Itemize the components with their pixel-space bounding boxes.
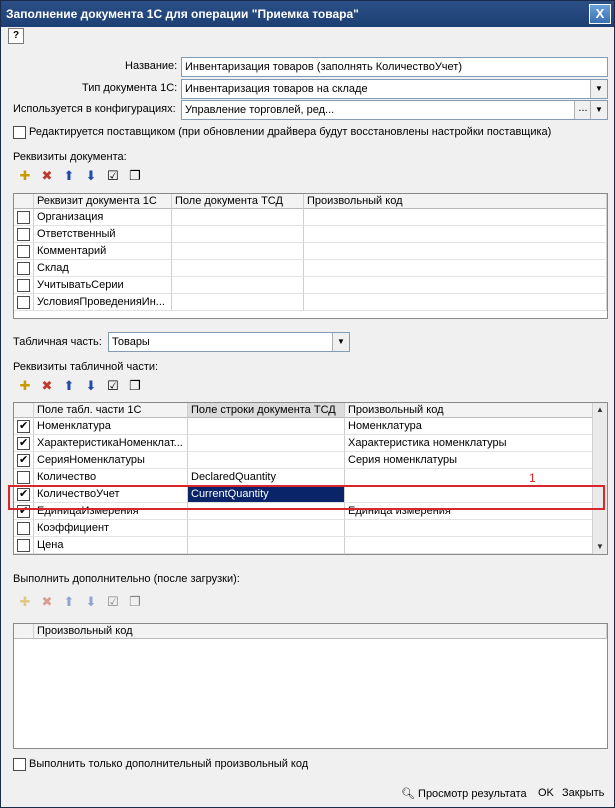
ok-button[interactable]: OK xyxy=(538,787,554,799)
table-cell[interactable]: Коэффициент xyxy=(34,520,188,537)
table-row[interactable] xyxy=(14,435,607,452)
doc-requisites-label: Реквизиты документа: xyxy=(13,151,127,163)
table-cell[interactable]: DeclaredQuantity xyxy=(188,469,345,486)
table-row[interactable] xyxy=(14,294,607,311)
delete-icon[interactable]: ✖ xyxy=(41,594,53,609)
table-cell[interactable] xyxy=(345,537,593,554)
table-cell[interactable]: УсловияПроведенияИн... xyxy=(34,294,172,311)
row-checkbox[interactable] xyxy=(17,539,30,552)
vertical-scrollbar[interactable] xyxy=(592,403,607,554)
add-icon[interactable]: ✚ xyxy=(19,378,31,393)
table-cell[interactable]: Серия номенклатуры xyxy=(345,452,593,469)
table-cell[interactable] xyxy=(188,537,345,554)
delete-icon[interactable]: ✖ xyxy=(41,378,53,393)
table-cell[interactable]: Характеристика номенклатуры xyxy=(345,435,593,452)
magnifier-icon: 🔍︎ xyxy=(401,788,415,800)
row-check-cell[interactable] xyxy=(14,452,34,469)
table-cell[interactable] xyxy=(188,418,345,435)
row-checkbox[interactable] xyxy=(17,262,30,275)
table-cell[interactable] xyxy=(345,469,593,486)
table-part-select[interactable] xyxy=(108,332,350,352)
highlight-frame xyxy=(8,485,605,510)
edited-by-vendor-checkbox[interactable] xyxy=(13,126,26,139)
config-label: Используется в конфигурациях: xyxy=(13,103,176,115)
table-header[interactable]: Реквизит документа 1С xyxy=(34,194,172,209)
name-label: Название: xyxy=(125,60,178,72)
table-cell[interactable] xyxy=(345,520,593,537)
move-down-icon[interactable]: ⬇ xyxy=(85,378,97,393)
table-cell[interactable]: ЕдиницаИзмерения xyxy=(34,503,188,520)
table-row[interactable] xyxy=(14,452,607,469)
row-check-cell[interactable] xyxy=(14,277,34,294)
table-cell[interactable]: Единица измерения xyxy=(345,503,593,520)
table-cell[interactable]: ХарактеристикаНоменклат... xyxy=(34,435,188,452)
row-check-cell[interactable] xyxy=(14,435,34,452)
move-up-icon[interactable]: ⬆ xyxy=(63,168,75,183)
table-header-check xyxy=(14,194,34,209)
table-cell[interactable]: Склад xyxy=(34,260,172,277)
table-header-check xyxy=(14,624,34,639)
move-down-icon[interactable]: ⬇ xyxy=(85,594,97,609)
doctype-label: Тип документа 1С: xyxy=(82,82,178,94)
table-cell[interactable]: Комментарий xyxy=(34,243,172,260)
table-cell[interactable]: CurrentQuantity xyxy=(188,486,345,503)
table-row[interactable] xyxy=(14,520,607,537)
help-button[interactable]: ? xyxy=(8,28,24,44)
table-requisites-toolbar xyxy=(16,377,156,397)
move-down-icon[interactable]: ⬇ xyxy=(85,168,97,183)
table-cell[interactable] xyxy=(304,260,607,277)
table-cell[interactable] xyxy=(172,294,304,311)
row-checkbox[interactable] xyxy=(17,296,30,309)
row-check-cell[interactable] xyxy=(14,226,34,243)
table-row[interactable] xyxy=(14,277,607,294)
doctype-select[interactable] xyxy=(181,79,608,99)
scroll-up-icon[interactable]: ▲ xyxy=(596,405,604,414)
only-additional-checkbox[interactable] xyxy=(13,758,26,771)
window-title: Заполнение документа 1С для операции "Приемка товара" xyxy=(6,7,359,21)
table-cell[interactable] xyxy=(172,209,304,226)
uncheck-all-icon[interactable]: ❐ xyxy=(129,594,141,609)
row-check-cell[interactable] xyxy=(14,209,34,226)
add-icon[interactable]: ✚ xyxy=(19,594,31,609)
table-header-check xyxy=(14,403,34,418)
row-checkbox[interactable] xyxy=(17,471,30,484)
table-cell[interactable]: КоличествоУчет xyxy=(34,486,188,503)
row-checkbox[interactable] xyxy=(17,522,30,535)
uncheck-all-icon[interactable]: ❐ xyxy=(129,378,141,393)
table-cell[interactable] xyxy=(304,294,607,311)
preview-label: Просмотр результата xyxy=(418,788,527,800)
row-checkbox[interactable] xyxy=(17,245,30,258)
ellipsis-icon[interactable]: ... xyxy=(574,101,591,119)
chevron-down-icon[interactable]: ▼ xyxy=(590,101,607,119)
row-check-cell[interactable] xyxy=(14,294,34,311)
table-cell[interactable] xyxy=(188,520,345,537)
only-additional-label: Выполнить только дополнительный произвольный код xyxy=(29,758,309,770)
chevron-down-icon[interactable]: ▼ xyxy=(590,80,607,98)
table-cell[interactable]: Номенклатура xyxy=(34,418,188,435)
move-up-icon[interactable]: ⬆ xyxy=(63,594,75,609)
table-header[interactable]: Произвольный код xyxy=(345,403,593,418)
uncheck-all-icon[interactable]: ❐ xyxy=(129,168,141,183)
check-all-icon[interactable]: ☑ xyxy=(107,594,119,609)
row-check-cell[interactable] xyxy=(14,260,34,277)
row-check-cell[interactable] xyxy=(14,418,34,435)
table-header[interactable]: Поле табл. части 1С xyxy=(34,403,188,418)
table-row[interactable] xyxy=(14,260,607,277)
row-checkbox[interactable] xyxy=(17,454,30,467)
table-row[interactable] xyxy=(14,537,607,554)
row-checkbox[interactable] xyxy=(17,279,30,292)
table-cell[interactable]: Ответственный xyxy=(34,226,172,243)
annotation-number: 1 xyxy=(529,471,536,485)
close-button[interactable]: Закрыть xyxy=(562,787,605,799)
table-cell[interactable] xyxy=(304,226,607,243)
name-value: Инвентаризация товаров (заполнять КоличествоУчет) xyxy=(185,61,462,73)
table-cell[interactable]: УчитыватьСерии xyxy=(34,277,172,294)
close-window-button[interactable]: X xyxy=(589,4,611,24)
scroll-down-icon[interactable]: ▼ xyxy=(596,542,604,551)
table-row[interactable] xyxy=(14,469,607,486)
table-header[interactable]: Произвольный код xyxy=(304,194,607,209)
config-field[interactable] xyxy=(181,100,608,120)
table-cell[interactable] xyxy=(188,452,345,469)
table-part-value: Товары xyxy=(112,336,150,348)
additional-code-table[interactable] xyxy=(13,623,608,749)
table-part-label: Табличная часть: xyxy=(13,336,102,348)
check-all-icon[interactable]: ☑ xyxy=(107,168,119,183)
table-cell[interactable] xyxy=(172,226,304,243)
additional-label: Выполнить дополнительно (после загрузки): xyxy=(13,573,240,585)
table-requisites-table[interactable] xyxy=(13,402,608,555)
table-cell[interactable] xyxy=(304,243,607,260)
row-checkbox[interactable] xyxy=(17,211,30,224)
row-check-cell[interactable] xyxy=(14,243,34,260)
doc-requisites-toolbar xyxy=(16,167,156,187)
table-row[interactable] xyxy=(14,209,607,226)
table-row[interactable] xyxy=(14,418,607,435)
doctype-value: Инвентаризация товаров на складе xyxy=(185,83,368,95)
table-header[interactable]: Поле документа ТСД xyxy=(172,194,304,209)
delete-icon[interactable]: ✖ xyxy=(41,168,53,183)
table-requisites-label: Реквизиты табличной части: xyxy=(13,361,159,373)
row-check-cell[interactable] xyxy=(14,520,34,537)
preview-button[interactable] xyxy=(401,787,527,800)
chevron-down-icon[interactable]: ▼ xyxy=(332,333,349,351)
move-up-icon[interactable]: ⬆ xyxy=(63,378,75,393)
name-field[interactable] xyxy=(181,57,608,77)
table-cell[interactable]: СерияНоменклатуры xyxy=(34,452,188,469)
row-checkbox[interactable] xyxy=(17,437,30,450)
config-value: Управление торговлей, ред... xyxy=(185,104,335,116)
row-checkbox[interactable] xyxy=(17,420,30,433)
additional-toolbar xyxy=(16,593,156,613)
table-header[interactable]: Поле строки документа ТСД xyxy=(188,403,345,418)
table-cell[interactable] xyxy=(172,243,304,260)
table-cell[interactable] xyxy=(188,435,345,452)
row-check-cell[interactable] xyxy=(14,469,34,486)
add-icon[interactable]: ✚ xyxy=(19,168,31,183)
table-row[interactable] xyxy=(14,226,607,243)
table-cell[interactable] xyxy=(304,209,607,226)
check-all-icon[interactable]: ☑ xyxy=(107,378,119,393)
title-bar xyxy=(1,1,614,27)
table-cell[interactable]: Цена xyxy=(34,537,188,554)
table-cell[interactable] xyxy=(172,277,304,294)
edited-by-vendor-label: Редактируется поставщиком (при обновлении драйвера будут восстановлены настройки поставщика) xyxy=(29,126,552,138)
table-cell[interactable]: Номенклатура xyxy=(345,418,593,435)
row-checkbox[interactable] xyxy=(17,228,30,241)
table-cell[interactable] xyxy=(304,277,607,294)
table-cell[interactable] xyxy=(172,260,304,277)
row-check-cell[interactable] xyxy=(14,537,34,554)
table-row[interactable] xyxy=(14,243,607,260)
table-cell[interactable]: Организация xyxy=(34,209,172,226)
doc-requisites-table[interactable] xyxy=(13,193,608,319)
table-header[interactable]: Произвольный код xyxy=(34,624,607,639)
table-cell[interactable]: Количество xyxy=(34,469,188,486)
